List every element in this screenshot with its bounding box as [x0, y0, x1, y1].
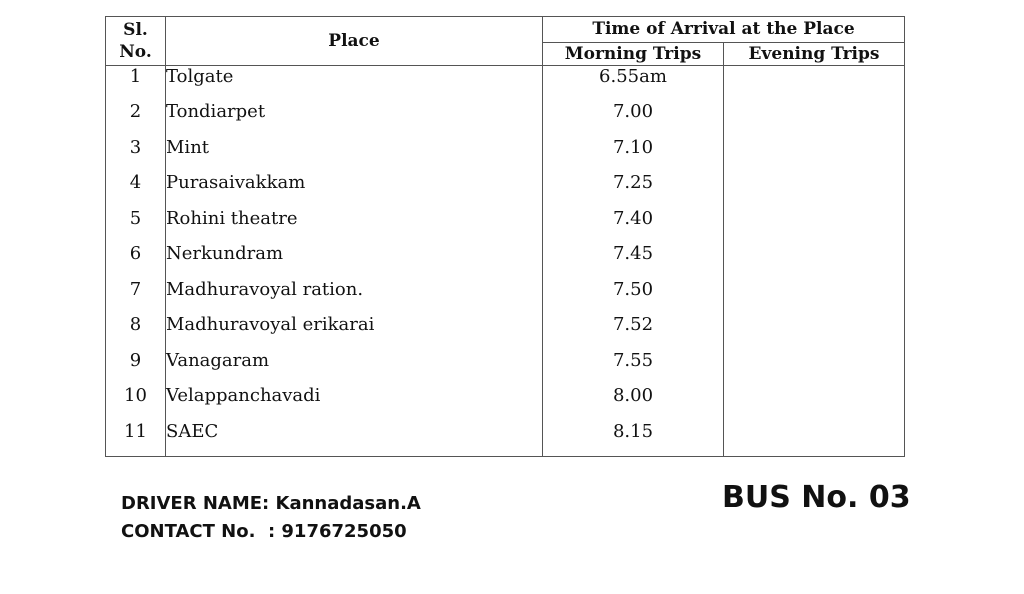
- row-place: Nerkundram: [166, 243, 543, 279]
- row-place: Mint: [166, 137, 543, 173]
- table-row: [106, 66, 905, 102]
- table-row: [106, 350, 905, 386]
- row-evening-time: [724, 385, 905, 421]
- table-row: [106, 421, 905, 457]
- row-morning-time: 7.55: [543, 350, 724, 386]
- header-time-of-arrival: Time of Arrival at the Place: [543, 17, 905, 43]
- row-number: 9: [106, 350, 166, 386]
- row-place: Vanagaram: [166, 350, 543, 386]
- header-place: Place: [166, 17, 543, 66]
- table-row: [106, 385, 905, 421]
- bus-schedule-table: [105, 16, 905, 457]
- row-number: 10: [106, 385, 166, 421]
- row-number: 2: [106, 101, 166, 137]
- row-morning-time: 7.52: [543, 314, 724, 350]
- table-row: [106, 137, 905, 173]
- table-row: [106, 208, 905, 244]
- row-number: 11: [106, 421, 166, 457]
- row-number: 1: [106, 66, 166, 102]
- row-number: 6: [106, 243, 166, 279]
- row-evening-time: [724, 208, 905, 244]
- row-evening-time: [724, 314, 905, 350]
- row-morning-time: 7.50: [543, 279, 724, 315]
- table-row: [106, 243, 905, 279]
- table-row: [106, 279, 905, 315]
- table-row: [106, 172, 905, 208]
- row-morning-time: 8.15: [543, 421, 724, 457]
- row-evening-time: [724, 243, 905, 279]
- row-place: Madhuravoyal erikarai: [166, 314, 543, 350]
- row-place: Rohini theatre: [166, 208, 543, 244]
- row-number: 5: [106, 208, 166, 244]
- row-number: 4: [106, 172, 166, 208]
- contact-number: CONTACT No. : 9176725050: [121, 521, 407, 542]
- header-evening-trips: Evening Trips: [724, 42, 905, 65]
- row-evening-time: [724, 421, 905, 457]
- row-morning-time: 7.10: [543, 137, 724, 173]
- row-number: 8: [106, 314, 166, 350]
- row-place: Purasaivakkam: [166, 172, 543, 208]
- header-sl-no: Sl. No.: [106, 17, 166, 66]
- row-place: Madhuravoyal ration.: [166, 279, 543, 315]
- row-morning-time: 6.55am: [543, 66, 724, 102]
- row-morning-time: 7.40: [543, 208, 724, 244]
- row-morning-time: 7.45: [543, 243, 724, 279]
- row-number: 3: [106, 137, 166, 173]
- row-evening-time: [724, 101, 905, 137]
- row-morning-time: 8.00: [543, 385, 724, 421]
- row-evening-time: [724, 279, 905, 315]
- row-evening-time: [724, 350, 905, 386]
- driver-name: DRIVER NAME: Kannadasan.A: [121, 493, 421, 514]
- table-row: [106, 314, 905, 350]
- header-morning-trips: Morning Trips: [543, 42, 724, 65]
- row-place: SAEC: [166, 421, 543, 457]
- row-number: 7: [106, 279, 166, 315]
- row-evening-time: [724, 137, 905, 173]
- table-row: [106, 101, 905, 137]
- row-place: Tolgate: [166, 66, 543, 102]
- row-evening-time: [724, 172, 905, 208]
- row-place: Tondiarpet: [166, 101, 543, 137]
- row-morning-time: 7.25: [543, 172, 724, 208]
- row-evening-time: [724, 66, 905, 102]
- row-place: Velappanchavadi: [166, 385, 543, 421]
- row-morning-time: 7.00: [543, 101, 724, 137]
- bus-number: BUS No. 03: [722, 480, 911, 515]
